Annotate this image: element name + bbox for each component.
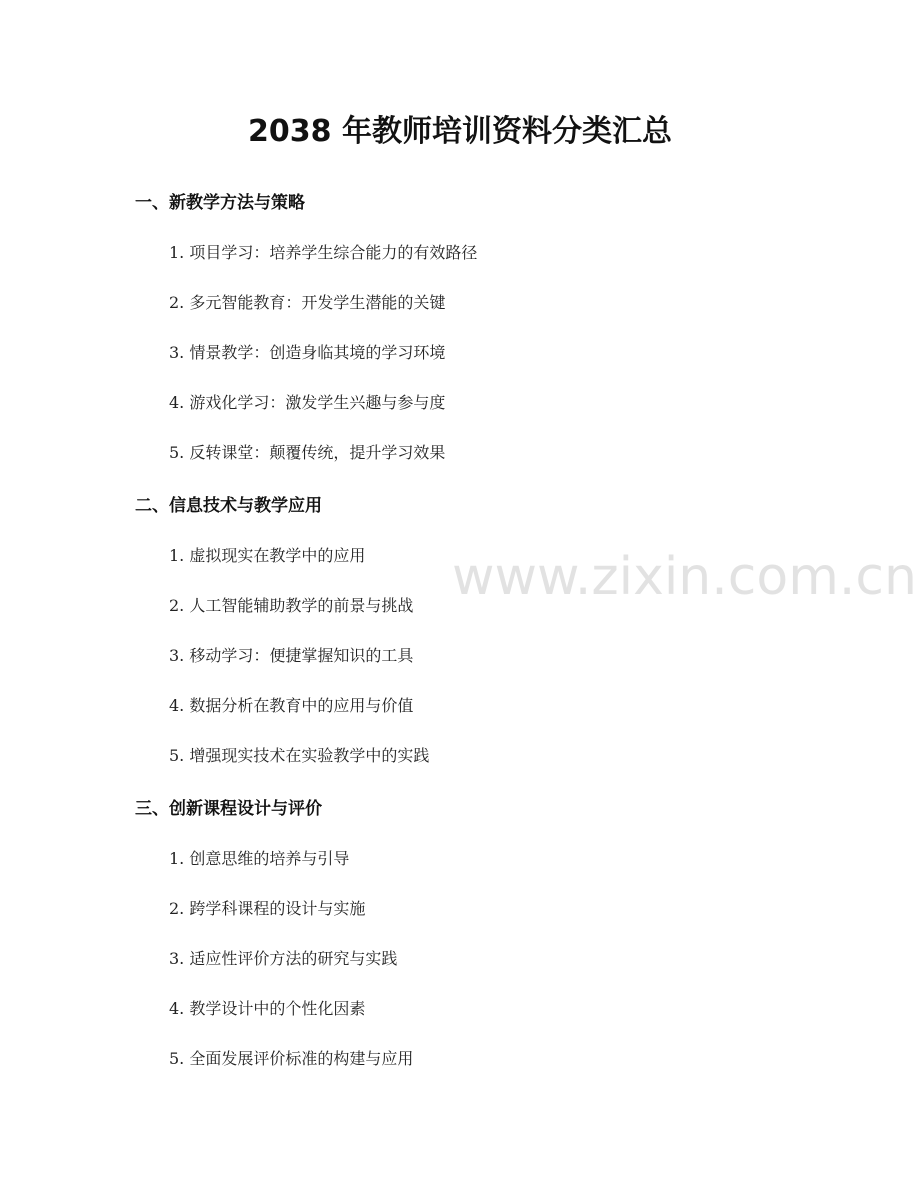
list-item: 3. 适应性评价方法的研究与实践 xyxy=(169,949,398,968)
list-item: 5. 反转课堂：颠覆传统，提升学习效果 xyxy=(169,443,446,462)
section-heading: 三、创新课程设计与评价 xyxy=(135,799,322,819)
list-item: 2. 跨学科课程的设计与实施 xyxy=(169,899,366,918)
list-item: 4. 教学设计中的个性化因素 xyxy=(169,999,366,1018)
list-item: 1. 虚拟现实在教学中的应用 xyxy=(169,546,366,565)
list-item: 2. 多元智能教育：开发学生潜能的关键 xyxy=(169,293,446,312)
list-item: 5. 增强现实技术在实验教学中的实践 xyxy=(169,746,430,765)
document-title: 2038 年教师培训资料分类汇总 xyxy=(248,114,672,149)
watermark: www.zixin.com.cn xyxy=(452,547,917,607)
list-item: 5. 全面发展评价标准的构建与应用 xyxy=(169,1049,414,1068)
section-heading: 二、信息技术与教学应用 xyxy=(135,496,322,516)
list-item: 3. 移动学习：便捷掌握知识的工具 xyxy=(169,646,414,665)
list-item: 1. 项目学习：培养学生综合能力的有效路径 xyxy=(169,243,478,262)
section-heading: 一、新教学方法与策略 xyxy=(135,193,305,213)
list-item: 4. 数据分析在教育中的应用与价值 xyxy=(169,696,414,715)
list-item: 4. 游戏化学习：激发学生兴趣与参与度 xyxy=(169,393,446,412)
list-item: 3. 情景教学：创造身临其境的学习环境 xyxy=(169,343,446,362)
list-item: 2. 人工智能辅助教学的前景与挑战 xyxy=(169,596,414,615)
list-item: 1. 创意思维的培养与引导 xyxy=(169,849,350,868)
